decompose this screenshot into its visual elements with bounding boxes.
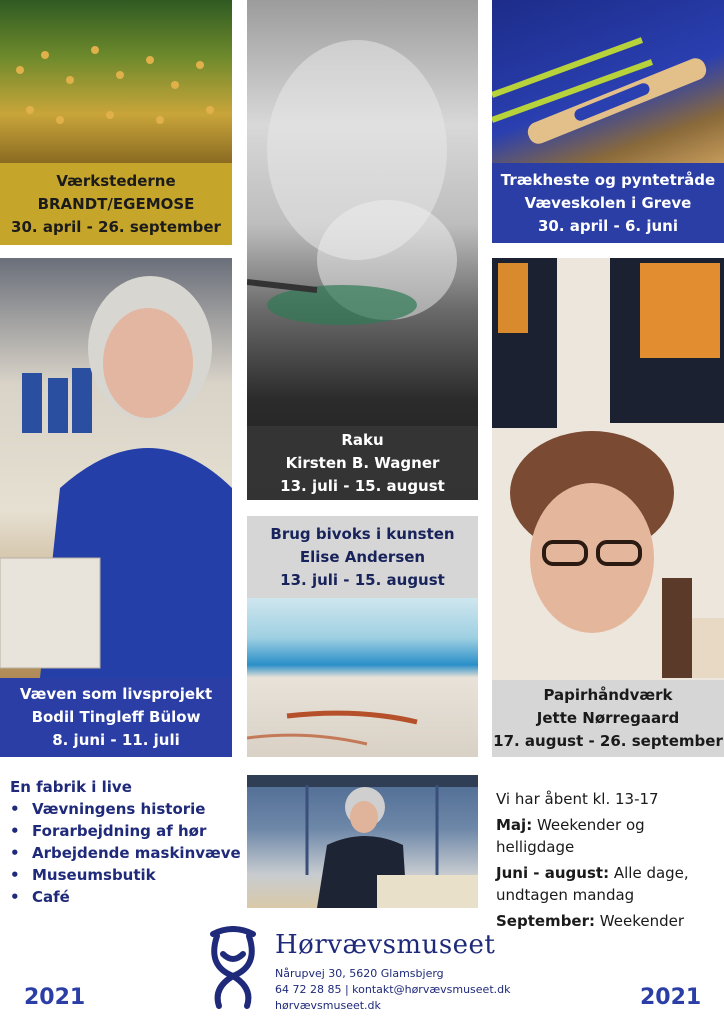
hours-intro: Vi har åbent kl. 13-17 [496,790,659,808]
bivoks-caption [247,516,478,598]
raku-panel [247,0,478,500]
museum-name: Hørvævsmuseet [275,930,496,960]
bivoks-line1: Brug bivoks i kunsten [270,524,455,543]
bivoks-line3: 13. juli - 15. august [280,570,445,589]
raku-line1: Raku [341,430,384,449]
bivoks-line2: Elise Andersen [299,547,426,566]
paper-artist-photo [492,258,724,680]
greve-panel [492,0,724,243]
greve-line1: Trækheste og pyntetråde [500,170,716,189]
hours-sept-label: September: [496,912,595,930]
bulow-caption [0,678,232,757]
greve-caption [492,163,724,243]
brandt-line3: 30. april - 26. september [11,217,221,236]
opening-hours [496,788,721,936]
contact-line[interactable]: 64 72 28 85 | kontakt@hørvævsmuseet.dk [275,983,511,996]
bivoks-panel [247,516,478,757]
papir-caption [492,680,724,757]
hours-sept [496,910,721,932]
hours-may-label: Maj: [496,816,533,834]
hours-sept-text: Weekender [599,912,684,930]
bulow-line1: Væven som livsprojekt [19,685,213,703]
hours-may [496,814,721,858]
flowers-photo [0,0,232,163]
papir-panel [492,258,724,757]
hours-summer [496,862,721,906]
bulow-line2: Bodil Tingleff Bülow [31,708,201,726]
feature-item: • Vævningens historie [10,798,241,820]
brandt-line1: Værkstederne [56,171,176,190]
bulow-panel [0,258,232,757]
papir-line3: 17. august - 26. september [493,732,723,750]
brandt-panel [0,0,232,245]
papir-line1: Papirhåndværk [543,686,673,704]
hours-summer-label: Juni - august: [496,864,610,882]
feature-item: • Arbejdende maskinvæve [10,842,241,864]
year-right: 2021 [640,985,702,1010]
weaver-portrait-photo [0,258,232,678]
greve-line2: Væveskolen i Greve [524,193,692,212]
papir-line2: Jette Nørregaard [536,709,680,727]
museum-address-block [275,966,511,1014]
raku-caption [247,426,478,500]
hours-may-text: Weekender og helligdage [496,816,645,856]
address-line: Nårupvej 30, 5620 Glamsbjerg [275,967,444,980]
feature-item: • Café [10,886,241,908]
features-list [10,798,241,908]
website-link[interactable]: hørvævsmuseet.dk [275,999,381,1012]
factory-photo [247,775,478,908]
brandt-caption [0,163,232,245]
raku-line2: Kirsten B. Wagner [285,453,440,472]
greve-line3: 30. april - 6. juni [537,216,678,235]
bulow-line3: 8. juni - 11. juli [52,731,180,749]
hours-summer-text: Alle dage, undtagen mandag [496,864,689,904]
features-title: En fabrik i live [10,778,132,796]
feature-item: • Museumsbutik [10,864,241,886]
brandt-line2: BRANDT/EGEMOSE [37,194,195,213]
raku-smoke-photo [247,0,478,500]
museum-logo-icon [205,926,261,1012]
raku-line3: 13. juli - 15. august [280,476,445,495]
shuttle-photo [492,0,724,163]
year-left: 2021 [24,985,86,1010]
feature-item: • Forarbejdning af hør [10,820,241,842]
seascape-painting-photo [247,598,478,757]
